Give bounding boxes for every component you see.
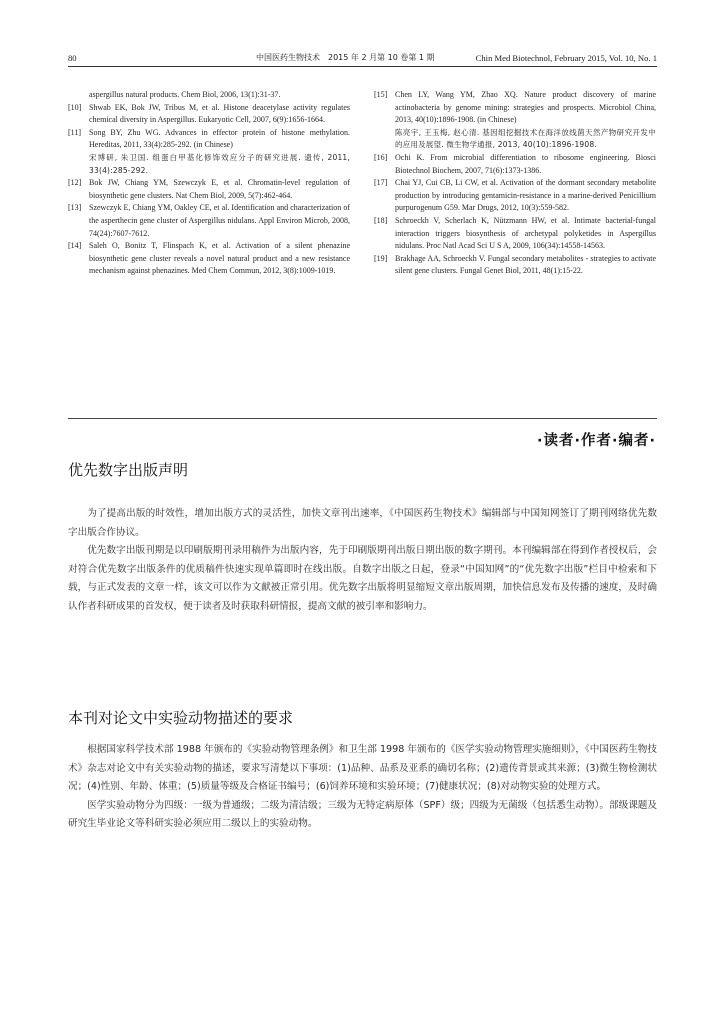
- reference-text: Chen LY, Wang YM, Zhao XQ. Nature product discovery of marine actinobacteria by genome mining: strategies and prospects. Microbiol China, 2013, 40(10):1896-1908. (in Chinese): [395, 90, 656, 125]
- page-number: 80: [68, 53, 77, 63]
- header-rule: [68, 66, 657, 67]
- reference-item: [374, 89, 656, 152]
- journal-title-en: Chin Med Biotechnol, February 2015, Vol. 10, No. 1: [475, 53, 657, 63]
- paragraph: 为了提高出版的时效性，增加出版方式的灵活性，加快文章刊出速率，《中国医药生物技术》编辑部与中国知网签订了期刊网络优先数字出版合作协议。: [68, 508, 657, 538]
- reference-text: Song BY, Zhu WG. Advances in effector protein of histone methylation. Hereditas, 2011, 33(4):285-292. (in Chinese): [89, 127, 350, 150]
- reference-item: [374, 253, 656, 278]
- section-tag: ·读者·作者·编者·: [536, 433, 656, 449]
- reference-text: Schroeckh V, Scherlach K, Nützmann HW, et al. Intimate bacterial-fungal interaction triggers biosynthesis of archetypal polyketides in Aspergillus nidulans. Proc Natl Acad Sci U S A, 2009, 106(34):14558-14563.: [395, 215, 656, 251]
- reference-text: Brakhage AA, Schroeckh V. Fungal secondary metabolites - strategies to activate silent gene clusters. Fungal Genet Biol, 2011, 48(1):15-22.: [395, 253, 656, 276]
- reference-item: [374, 177, 656, 215]
- reference-text: Saleh O, Bonitz T, Flinspach K, et al. Activation of a silent phenazine biosynthetic gene cluster reveals a novel natural product and a new resistance mechanism against phenazines. Med Chem Commun, 2012, 3(8):1009-1019.: [89, 241, 350, 276]
- reference-text: Szewczyk E, Chiang YM, Oakley CE, et al. Identification and characterization of the asperthecin gene cluster of Aspergillus nidulans. Appl Environ Microb, 2008, 74(24):7607-7612.: [89, 203, 350, 238]
- notice-title-animal-requirements: 本刊对论文中实验动物描述的要求: [68, 709, 294, 727]
- paragraph: 根据国家科学技术部 1988 年颁布的《实验动物管理条例》和卫生部 1998 年颁布的《医学实验动物管理实施细则》，《中国医药生物技术》杂志对论文中有关实验动物的描述，要求写清楚以下事项：(1)品种、品系及亚系的确切名称；(2)遗传背景或其来源；(3)微生物检测状况；(4)性别、年龄、体重；(5)质量等级及合格证书编号；(6)饲养环境和实验环境；(7)健康状况；(8)对动物实验的处理方式。: [68, 744, 657, 792]
- references-left-column: [68, 89, 350, 278]
- notice-body-animal-requirements: [68, 741, 657, 834]
- reference-number: [17]: [374, 178, 388, 188]
- section-divider: [68, 418, 657, 419]
- reference-item: [68, 102, 350, 127]
- reference-item: [68, 202, 350, 240]
- reference-number: [12]: [68, 178, 82, 188]
- reference-text: aspergillus natural products. Chem Biol, 2006, 13(1):31-37.: [89, 90, 281, 99]
- reference-text: Shwab EK, Bok JW, Tribus M, et al. Histone deacetylase activity regulates chemical diversity in Aspergillus. Eukaryotic Cell, 2007, 6(9):1656-1664.: [89, 102, 350, 125]
- reference-number: [13]: [68, 203, 82, 213]
- running-header: [68, 52, 657, 64]
- paragraph: 优先数字出版刊期是以印刷版期刊录用稿件为出版内容，先于印刷版期刊出版日期出版的数字期刊。本刊编辑部在得到作者授权后，会对符合优先数字出版条件的优质稿件快速实现单篇即时在线出版。自数字出版之日起，登录“中国知网”的“优先数字出版”栏目中检索和下载，与正式发表的文章一样，该文可以作为文献被正常引用。优先数字出版将明显缩短文章出版周期，加快信息发布及传播的速度，及时确认作者科研成果的首发权，便于读者及时获取科研情报，提高文献的被引率和影响力。: [68, 545, 657, 612]
- references-right-column: [374, 89, 656, 278]
- reference-number: [18]: [374, 215, 388, 225]
- reference-number: [14]: [68, 241, 82, 251]
- paragraph: 医学实验动物分为四级：一级为普通级；二级为清洁级；三级为无特定病原体（SPF）级；四级为无菌级（包括悉生动物）。部级课题及研究生毕业论文等科研实验必须应用二级以上的实验动物。: [68, 799, 657, 829]
- reference-number: [15]: [374, 90, 388, 99]
- reference-item: [374, 215, 656, 253]
- reference-text: Bok JW, Chiang YM, Szewczyk E, et al. Chromatin-level regulation of biosynthetic gene clusters. Nat Chem Biol, 2009, 5(7):462-464.: [89, 178, 350, 200]
- notice-body-priority-publishing: [68, 505, 657, 616]
- reference-item: [68, 240, 350, 278]
- reference-number: [11]: [68, 127, 82, 137]
- reference-number: [16]: [374, 152, 388, 162]
- reference-text: Chai YJ, Cui CB, Li CW, et al. Activation of the dormant secondary metabolite production by introducing gentamicin-resistance in a marine-derived Penicillium purpurogenum G59. Mar Drugs, 2012, 10(3):559-582.: [395, 178, 656, 213]
- reference-item: [374, 152, 656, 177]
- reference-text: Ochi K. From microbial differentiation to ribosome engineering. Biosci Biotechnol Biochem, 2007, 71(6):1373-1386.: [395, 152, 656, 175]
- reference-text-cn: 宋博研, 朱卫国. 组蛋白甲基化修饰效应分子的研究进展. 遗传, 2011, 33(4):285-292.: [89, 152, 350, 175]
- notice-title-priority-publishing: 优先数字出版声明: [68, 461, 189, 479]
- reference-number: [10]: [68, 102, 82, 112]
- journal-title-cn: 中国医药生物技术 2015 年 2 月第 10 卷第 1 期: [256, 53, 435, 62]
- reference-item: [68, 89, 350, 102]
- reference-item: [68, 177, 350, 202]
- reference-number: [19]: [374, 253, 388, 263]
- reference-text-cn: 陈亮宇, 王玉梅, 赵心清. 基因组挖掘技术在海洋放线菌天然产物研究开发中的应用及展望. 微生物学通报, 2013, 40(10):1896-1908.: [395, 127, 656, 150]
- reference-item: [68, 127, 350, 177]
